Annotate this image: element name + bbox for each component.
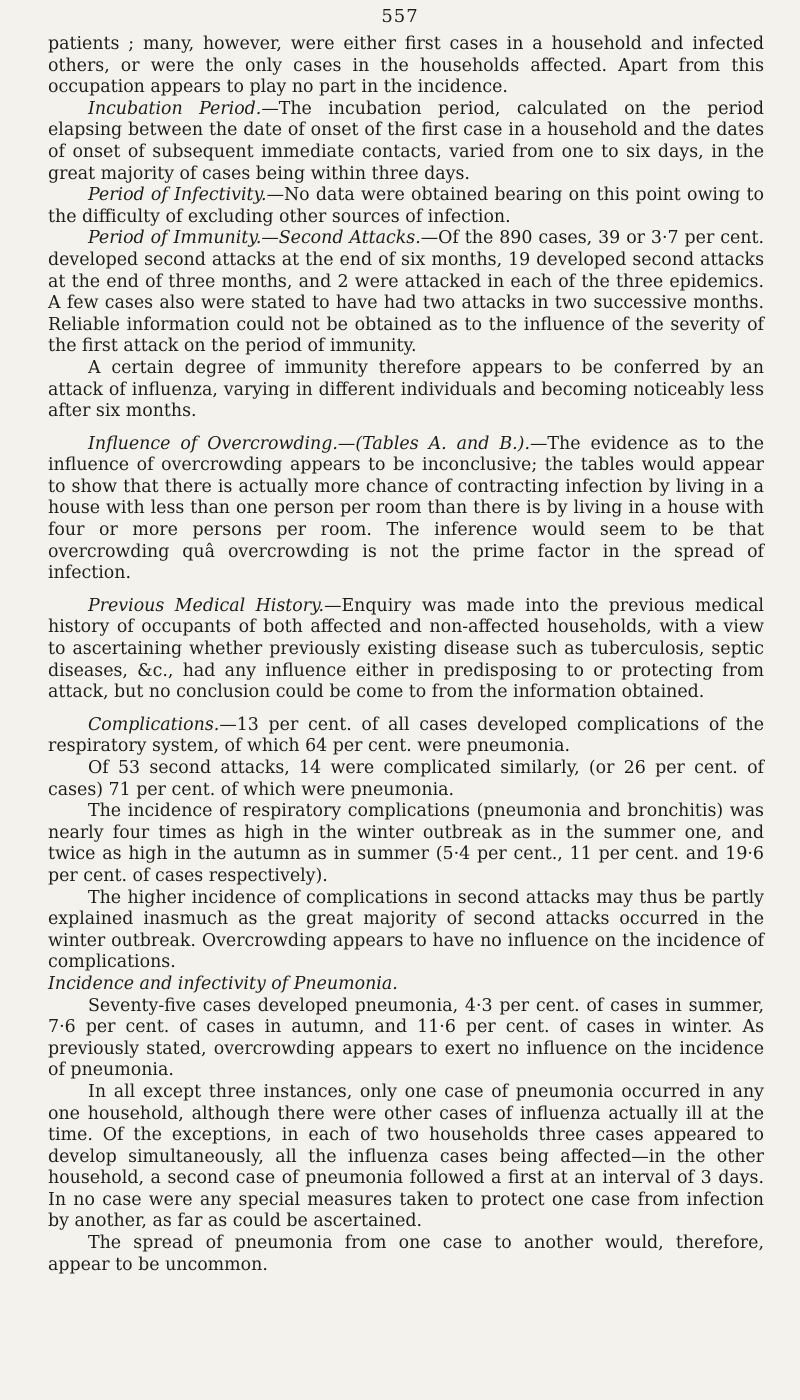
paragraph: In all except three instances, only one case of pneumonia occurred in any one household, although there were other cases of influenza actually ill at the time. Of the exceptions, in each of two households three cases appeared to develop simultaneously, all the influenza cases being affected—in the other household, a second case of pneumonia followed a first at an interval of 3 days. In no case were any special measures taken to protect one case from infection by another, as far as could be ascertained. xyxy=(48,1081,764,1232)
paragraph-lead: Period of Immunity.—Second Attacks. xyxy=(88,228,421,249)
paragraph: A certain degree of immunity therefore appears to be conferred by an attack of influenza, varying in different individuals and becoming noticeably less after six months. xyxy=(48,357,764,422)
paragraph-text: —Of the 890 cases, 39 or 3·7 per cent. developed second attacks at the end of six months, 19 developed second attacks at the end of three months, and 2 were attacked in each of the three epidemics. A few cases also were stated to have had two attacks in two successive months. Reliable information could not be obtained as to the influence of the severity of the first attack on the period of immunity. xyxy=(48,228,764,357)
paragraph-text: —The evidence as to the influence of overcrowding appears to be inconclusive; the tables would appear to show that there is actually more chance of contracting infection by living in a house with less than one person per room than there is by living in a house with four or more persons per room. The inference would seem to be that overcrowding quâ overcrowding is not the prime factor in the spread of infection. xyxy=(48,433,764,584)
paragraph: Of 53 second attacks, 14 were complicated similarly, (or 26 per cent. of cases) 71 per cent. of which were pneumonia. xyxy=(48,758,764,800)
paragraph-period-of-infectivity xyxy=(48,185,764,228)
paragraph-lead: Complications. xyxy=(88,714,220,735)
paragraph-text: —The incubation period, calculated on the period elapsing between the date of onset of the first case in a household and the dates of onset of subsequent immediate contacts, varied from one to six days, in the great majority of cases being within three days. xyxy=(48,98,764,184)
paragraph: Seventy-five cases developed pneumonia, 4·3 per cent. of cases in summer, 7·6 per cent. of cases in autumn, and 11·6 per cent. of cases in winter. As previously stated, overcrowding appears to exert no influence on the incidence of pneumonia. xyxy=(48,995,764,1081)
paragraph: The higher incidence of complications in second attacks may thus be partly explained inasmuch as the great majority of second attacks occurred in the winter outbreak. Overcrowding appears to have no influence on the incidence of complications. xyxy=(48,887,764,973)
paragraph-complications xyxy=(48,715,764,758)
paragraph-lead: Previous Medical History. xyxy=(88,595,325,616)
paragraph-lead: Period of Infectivity. xyxy=(88,185,267,206)
paragraph-previous-medical-history xyxy=(48,596,764,704)
section-heading: Incidence and infectivity of Pneumonia. xyxy=(48,973,398,994)
paragraph-lead: Incubation Period. xyxy=(88,98,262,119)
paragraph-period-of-immunity xyxy=(48,228,764,358)
paragraph-text: —No data were obtained bearing on this point owing to the difficulty of excluding other sources of infection. xyxy=(48,185,764,227)
paragraph: The spread of pneumonia from one case to another would, therefore, appear to be uncommon. xyxy=(48,1233,764,1275)
paragraph: patients ; many, however, were either first cases in a household and infected others, or were the only cases in the households affected. Apart from this occupation appears to play no part in the incidence. xyxy=(48,34,764,98)
page-number: 557 xyxy=(381,6,419,27)
paragraph-influence-of-overcrowding xyxy=(48,434,764,585)
paragraph-incubation-period xyxy=(48,99,764,185)
paragraph-text: —13 per cent. of all cases developed complications of the respiratory system, of which 64 per cent. were pneumonia. xyxy=(48,714,764,757)
paragraph-text: —Enquiry was made into the previous medical history of occupants of both affected and non-affected households, with a view to ascertaining whether previously existing disease such as tuberculosis, septic diseases, &c., had any influence either in predisposing to or protecting from attack, but no conclusion could be come to from the information obtained. xyxy=(48,595,764,703)
body-text xyxy=(48,34,764,1276)
paragraph-lead: Influence of Overcrowding.—(Tables A. and B.). xyxy=(88,433,530,454)
paragraph: The incidence of respiratory complications (pneumonia and bronchitis) was nearly four times as high in the winter outbreak as in the summer one, and twice as high in the autumn as in summer (5·4 per cent., 11 per cent. and 19·6 per cent. of cases respectively). xyxy=(48,801,764,886)
